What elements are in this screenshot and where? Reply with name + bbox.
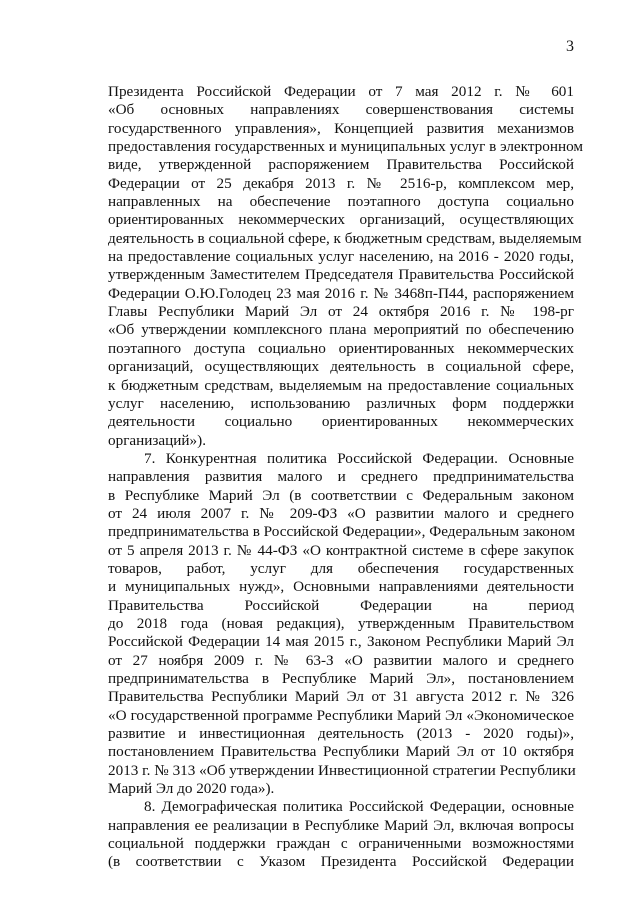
text-line: и муниципальных нужд», Основными направлениями деятельности (108, 578, 574, 596)
text-line: Правительства Республики Марий Эл от 31 августа 2012 г. № 326 (108, 688, 574, 706)
text-line: Главы Республики Марий Эл от 24 октября 2016 г. № 198-рг (108, 303, 574, 321)
text-line: в Республике Марий Эл (в соответствии с Федеральным законом (108, 486, 574, 504)
text-line: Российской Федерации 14 мая 2015 г., Законом Республики Марий Эл (108, 633, 574, 651)
body-text (108, 83, 584, 872)
text-line: государственного управления», Концепцией развития механизмов (108, 119, 574, 137)
text-line: постановлением Правительства Республики Марий Эл от 10 октября (108, 743, 574, 761)
text-line: Правительства Российской Федерации на период (108, 596, 574, 614)
text-line: предпринимательства в Республике Марий Эл», постановлением (108, 670, 574, 687)
text-line: Федерации от 25 декабря 2013 г. № 2516-р, комплексом мер, (108, 174, 574, 192)
text-line: развитие и инвестиционная деятельность (2013 - 2020 годы)», (108, 725, 574, 743)
text-line: деятельности социально ориентированных некоммерческих (108, 413, 574, 431)
page-number: 3 (566, 38, 574, 55)
text-line: направления ее реализации в Республике Марий Эл, включая вопросы (108, 816, 574, 834)
text-line: услуг населению, использованию различных форм поддержки (108, 394, 574, 412)
text-line: организаций, осуществляющих деятельность в социальной сфере, (108, 358, 574, 376)
text-line: ориентированных некоммерческих организаций, осуществляющих (108, 211, 574, 229)
text-line: «О государственной программе Республики Марий Эл «Экономическое (108, 706, 574, 724)
text-line: утвержденным Заместителем Председателя Правительства Российской (108, 266, 574, 284)
text-line: 8. Демографическая политика Российской Федерации, основные (144, 798, 574, 816)
text-line: виде, утвержденной распоряжением Правительства Российской (108, 156, 574, 174)
text-line: к бюджетным средствам, выделяемым на предоставление социальных (108, 376, 574, 394)
text-line: социальной поддержки граждан с ограниченными возможностями (108, 835, 574, 853)
text-line: Федерации О.Ю.Голодец 23 мая 2016 г. № 3468п-П44, распоряжением (108, 284, 574, 302)
text-line: 2013 г. № 313 «Об утверждении Инвестиционной стратегии Республики (108, 761, 576, 779)
text-line: товаров, работ, услуг для обеспечения государственных (108, 559, 574, 577)
text-line: 7. Конкурентная политика Российской Федерации. Основные (144, 449, 574, 467)
text-line: до 2018 года (новая редакция), утвержденным Правительством (108, 614, 574, 632)
text-line: (в соответствии с Указом Президента Российской Федерации (108, 853, 574, 871)
text-line: деятельность в социальной сфере, к бюджетным средствам, выделяемым (108, 229, 582, 247)
text-line: от 24 июля 2007 г. № 209-ФЗ «О развитии малого и среднего (108, 504, 574, 522)
text-line: направленных на обеспечение поэтапного доступа социально (108, 193, 574, 211)
text-line: от 5 апреля 2013 г. № 44-ФЗ «О контрактной системе в сфере закупок (108, 541, 574, 559)
text-line: организаций»). (108, 431, 206, 449)
text-line: «Об основных направлениях совершенствования системы (108, 101, 574, 119)
text-line: поэтапного доступа социально ориентированных некоммерческих (108, 339, 574, 357)
text-line: Президента Российской Федерации от 7 мая 2012 г. № 601 (108, 83, 574, 100)
text-line: «Об утверждении комплексного плана мероприятий по обеспечению (108, 321, 574, 339)
text-line: предпринимательства в Российской Федерации», Федеральным законом (108, 523, 575, 541)
text-line: предоставления государственных и муниципальных услуг в электронном (108, 138, 584, 156)
text-line: направления развития малого и среднего предпринимательства (108, 468, 574, 486)
text-line: от 27 ноября 2009 г. № 63-З «О развитии малого и среднего (108, 651, 574, 669)
text-line: на предоставление социальных услуг населению, на 2016 - 2020 годы, (108, 248, 574, 266)
text-line: Марий Эл до 2020 года»). (108, 780, 275, 798)
